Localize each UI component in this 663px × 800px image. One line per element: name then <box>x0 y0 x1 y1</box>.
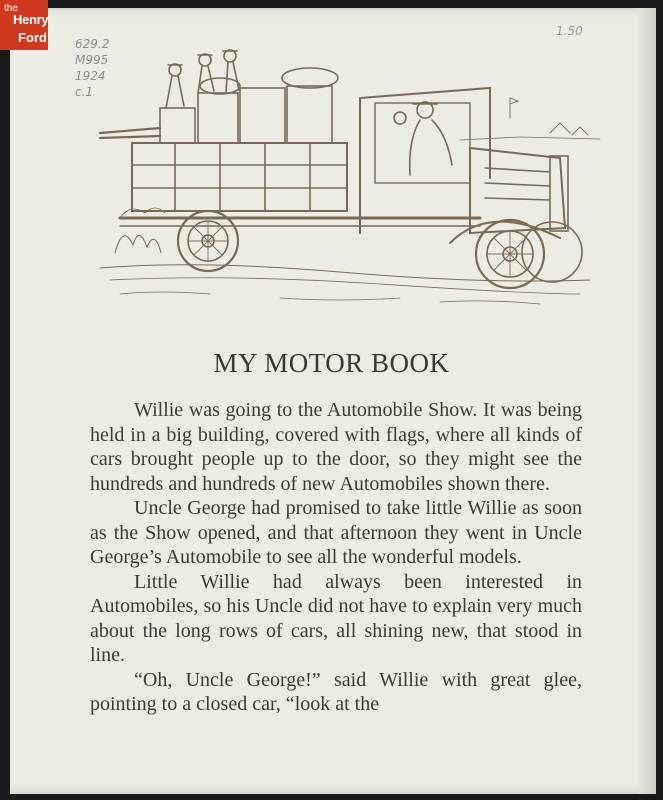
paragraph: “Oh, Uncle George!” said Willie with great glee, pointing to a closed car, “look at the <box>90 668 582 715</box>
paragraph: Uncle George had promised to take little Willie as soon as the Show opened, and that afternoon they went in Uncle George’s Automobile to see all the wonderful models. <box>90 497 582 568</box>
call-number-line: 629.2 <box>75 37 110 51</box>
logo-text-henry: Henry <box>13 12 49 27</box>
call-number-line: c.1 <box>75 85 94 99</box>
henry-ford-logo <box>0 0 48 50</box>
story-text <box>90 398 582 717</box>
paragraph: Willie was going to the Automobile Show. It was being held in a big building, covered with flags, where all kinds of cars brought people up to the door, so they might see the hundreds and hundreds of new Automobiles shown there. <box>90 399 582 495</box>
call-number-line: M995 <box>75 53 109 67</box>
call-number-line: 1924 <box>75 69 106 83</box>
page-edge-shadow <box>638 8 656 794</box>
handwritten-price: 1.50 <box>556 24 583 38</box>
logo-text-ford: Ford <box>18 30 47 45</box>
paragraph: Little Willie had always been interested in Automobiles, so his Uncle did not have to explain very much about the long rows of cars, all shining new, that stood in line. <box>90 570 582 666</box>
page-title: MY MOTOR BOOK <box>213 348 450 378</box>
logo-text-the: the <box>4 3 18 14</box>
truck-illustration <box>80 48 605 313</box>
